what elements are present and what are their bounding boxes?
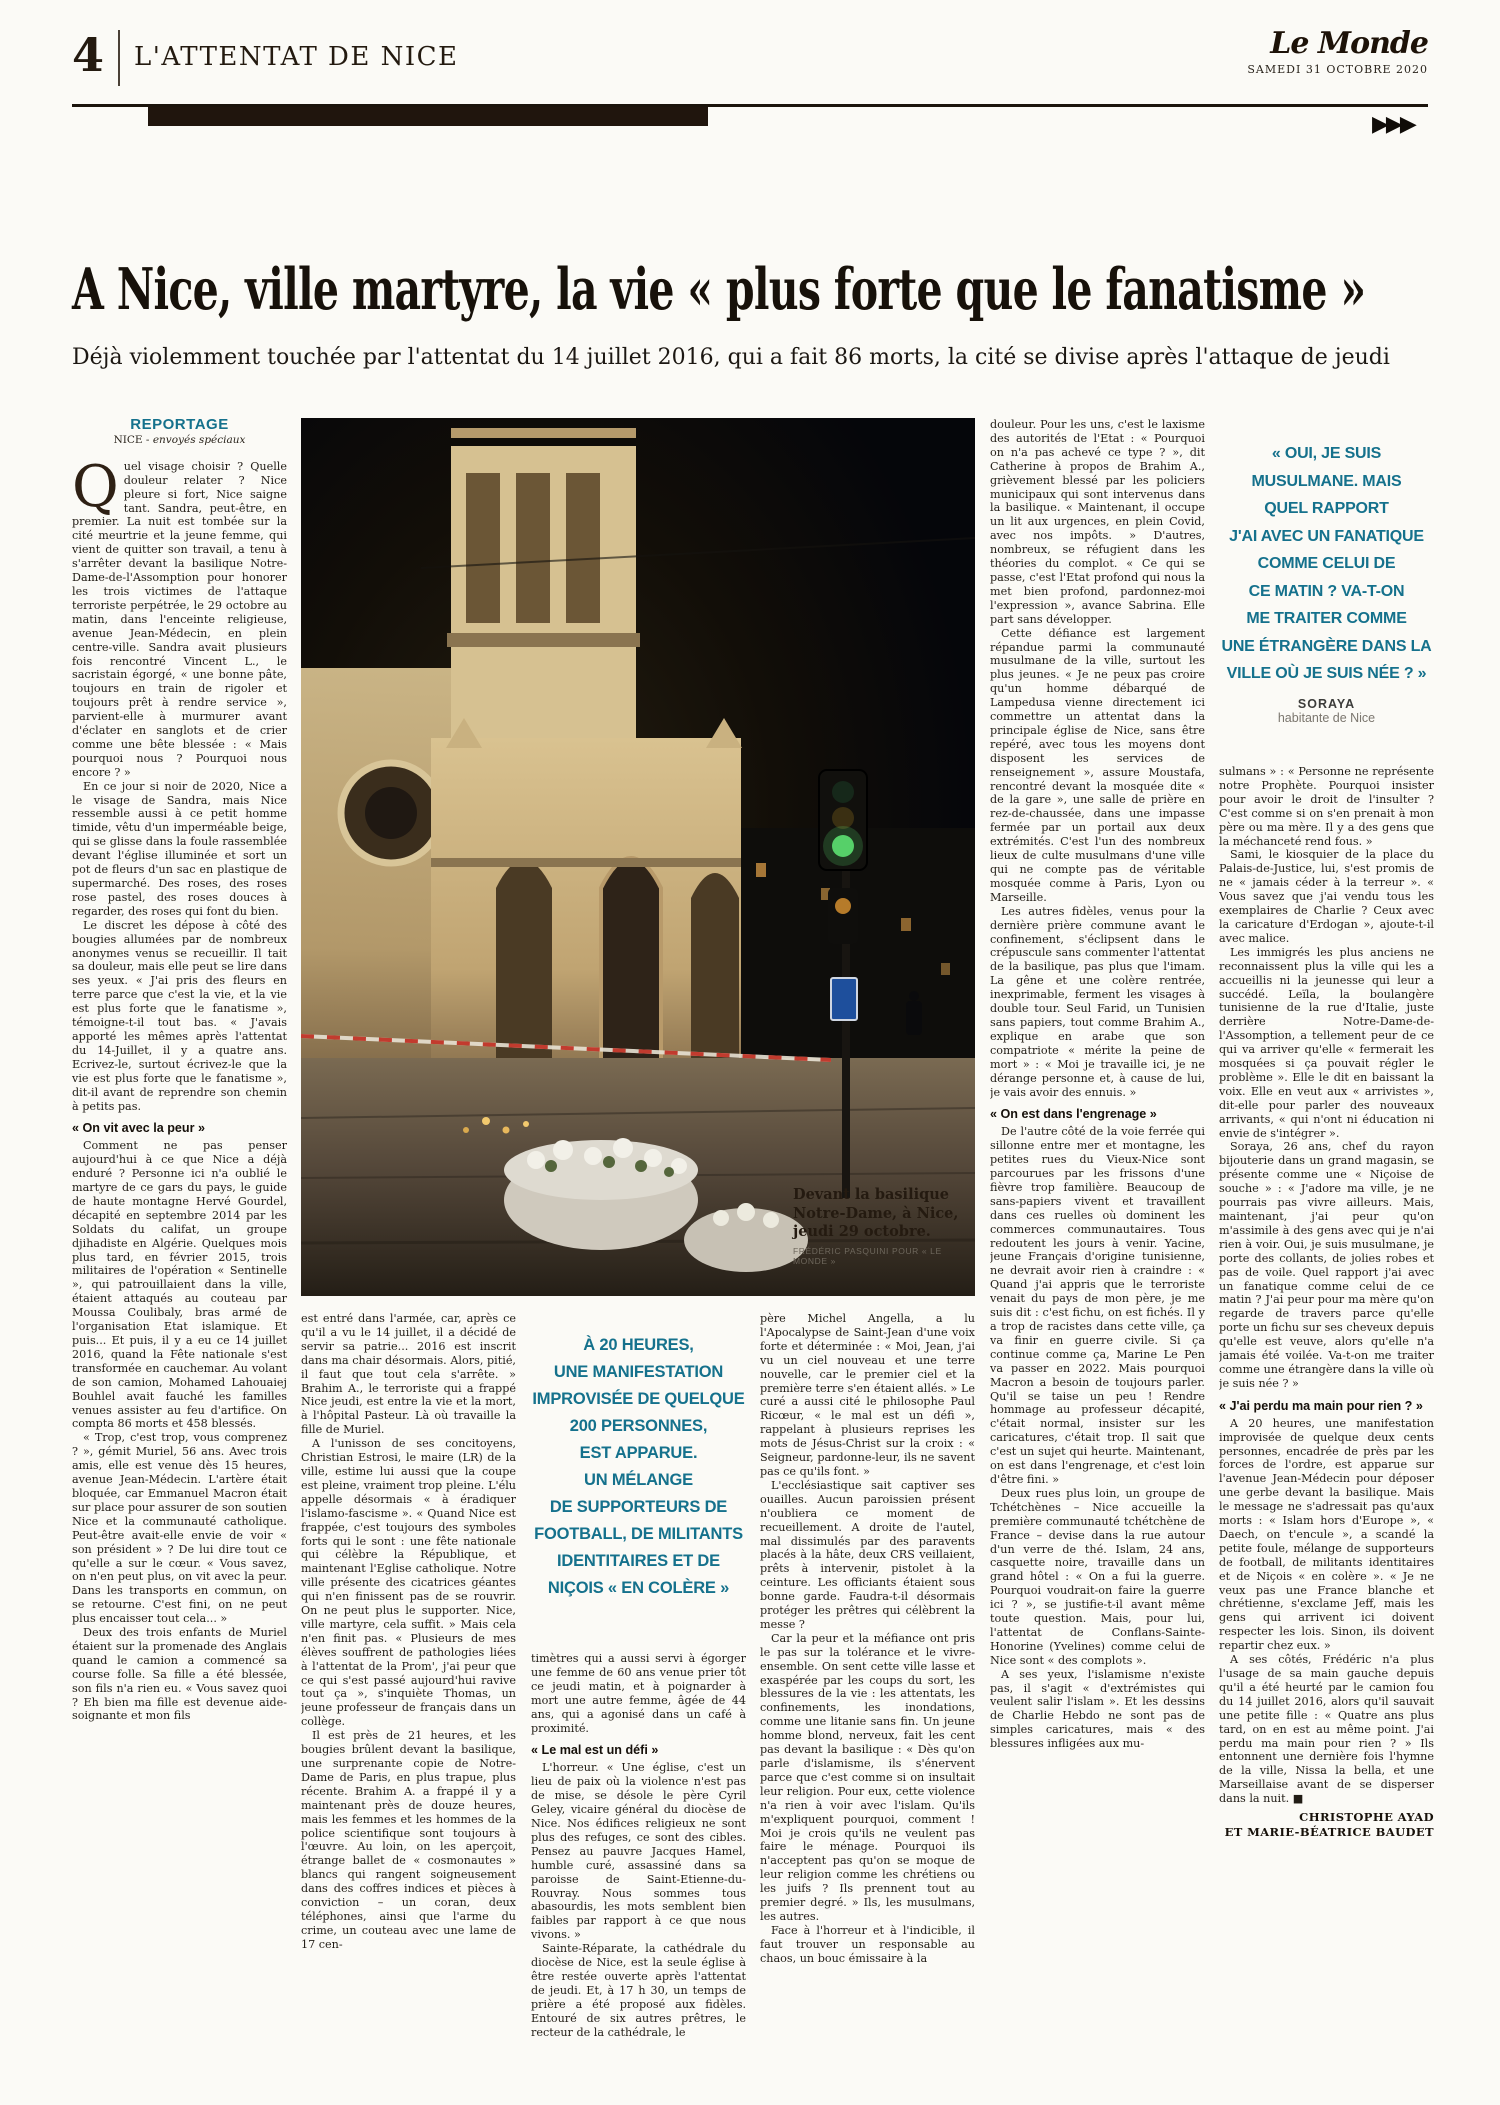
body-paragraph: Face à l'horreur et à l'indicible, il faut trouver un responsable au chaos, un bouc émissaire à la bbox=[760, 1923, 975, 1965]
body-paragraph: timètres qui a aussi servi à égorger une femme de 60 ans venue prier tôt ce jeudi matin, et à poignarder à mort une autre femme, âgée de 44 ans, qui a agonisé dans un café à proximité. bbox=[531, 1652, 746, 1735]
pull-quote bbox=[1219, 418, 1434, 765]
body-paragraph: douleur. Pour les uns, c'est le laxisme des autorités de l'Etat : « Pourquoi on n'a pas achevé ce type ? », dit Catherine à propos de Brahim A., grièvement blessé par les policiers municipaux qui sont intervenus dans la basilique. « Maintenant, il occupe un lit aux urgences, en plein Covid, avec nos impôts. » D'autres, nombreux, se réfugient dans les théories du complot. « Ce qui se passe, c'est l'Etat profond qui nous la met bien profond, pardonnez-moi l'expression », avance Sabrina. Elle part sans développer. bbox=[990, 418, 1205, 626]
photo-credit: FRÉDÉRIC PASQUINI POUR « LE MONDE » bbox=[793, 1246, 942, 1266]
drop-cap: Q bbox=[72, 453, 119, 520]
body-paragraph: A 20 heures, une manifestation improvisée de quelque deux cents personnes, encadrée de près par les forces de l'ordre, est apparue sur l'avenue Jean-Médecin pour déposer une gerbe devant la basilique. Mais le message ne s'adressait pas qu'aux morts : « Islam hors d'Europe », « Daech, on t'encule », a scandé la petite foule, mélange de supporteurs de football, de militants identitaires et de Niçois « en colère ». « Je ne veux pas une France blanche et chrétienne, s'exclame Jeff, mais les gens qui arrivent ici doivent respecter les lois. Sinon, ils doivent repartir chez eux. » bbox=[1219, 1416, 1434, 1653]
pull-quote-role: habitante de Nice bbox=[1277, 711, 1376, 726]
body-subhead: « On est dans l'engrenage » bbox=[990, 1107, 1157, 1122]
body-paragraph: Les immigrés les plus anciens ne reconnaissent plus la ville qui les a accueillis ni la jeunesse qui leur a succédé. Leïla, la boulangère tunisienne de la rue d'Italie, juste derrière Notre-Dame-de-l'Assomption, a tellement peur de ce qui va arriver qu'elle « fermerait les mosquées si ça pouvait régler le problème ». Elle le dit en baissant la voix. Elle en veut aux « arrivistes », dit-elle pour parler des nouveaux arrivants, « qui n'ont ni éducation ni envie de s'intégrer ». bbox=[1219, 945, 1434, 1140]
photo-caption: Devant la basilique Notre-Dame, à Nice, jeudi 29 octobre. bbox=[793, 1186, 959, 1240]
body-paragraph: Soraya, 26 ans, chef du rayon bijouterie dans un grand magasin, se présente comme une « Niçoise de souche » : « J'adore ma ville, je ne pourrais pas vivre ailleurs. Mais, maintenant, j'ai peur qu'on m'assimile à des gens avec qui je n'ai rien à voir. Oui, je suis musulmane, je porte des collants, de jolies robes et pas de voile. Quel rapport j'ai avec un fanatique comme celui de ce matin ? J'ai peur pour ma mère qu'on regarde de travers parce qu'elle porte un fichu sur ses cheveux depuis qu'elle est veuve, alors qu'elle n'a jamais été voilée. Va-t-on me traiter comme une étrangère dans la ville où je suis née ? » bbox=[1219, 1140, 1434, 1390]
column-3-text bbox=[531, 1652, 746, 2039]
body-subhead: « J'ai perdu ma main pour rien ? » bbox=[1219, 1398, 1423, 1413]
page-number: 4 bbox=[72, 28, 105, 82]
column-6-text bbox=[1219, 765, 1434, 1806]
body-paragraph: A l'unisson de ses concitoyens, Christian Estrosi, le maire (LR) de la ville, estime lui aussi que la coupe est pleine, vraiment trop pleine. L'élu appelle désormais « à éradiquer l'islamo-fascisme ». « Quand Nice est frappée, c'est toujours des symboles forts qui le sont : une fête nationale qui célèbre la République, et maintenant l'Eglise catholique. Notre ville présente des cicatrices géantes qui n'en finissent pas de se rouvrir. On ne peut plus le supporter. Nice, ville martyre, cela suffit. » Mais cela n'en finit pas. « Plusieurs de mes élèves souffrent de pathologies liées à l'attentat de la Prom', j'ai peur que ce qui s'est passé aujourd'hui ravive tout ça », s'inquiète Thomas, un jeune professeur de français dans un collège. bbox=[301, 1437, 516, 1729]
kicker-subline bbox=[72, 434, 287, 448]
column-6 bbox=[1219, 418, 1434, 2105]
body-paragraph: Deux des trois enfants de Muriel étaient sur la promenade des Anglais quand le camion a commencé sa course folle. Sa fille a été blessée, son fils n'a rien eu. « Vous savez quoi ? Eh bien ma fille est devenue aide-soignante et mon fils bbox=[72, 1626, 287, 1723]
basilica-photo bbox=[301, 418, 975, 1296]
body-paragraph: L'ecclésiastique sait captiver ses ouailles. Aucun paroissien présent n'oubliera ce moment de recueillement. A droite de l'autel, mal dissimulés par des paravents placés à la hâte, deux CRS veillaient, prêts à intervenir, pistolet à la ceinture. Les officiants étaient sous bonne garde. Faudra-t-il désormais protéger les prêtres qui célèbrent la messe ? bbox=[760, 1478, 975, 1631]
kicker-location: NICE - bbox=[113, 433, 150, 446]
column-2-text bbox=[301, 1312, 516, 1952]
body-subhead: « On vit avec la peur » bbox=[72, 1121, 205, 1136]
body-paragraph: Deux rues plus loin, un groupe de Tchétchènes – Nice accueille la première communauté tchétchène de France – devise dans la rue autour d'un verre de thé. Islam, 24 ans, casquette noire, travaille dans un grand hôtel : « On a fui la guerre. Pourquoi voudrait-on faire la guerre ici ? », se justifie-t-il avant même toute question. Mais, pour lui, l'attentat de Conflans-Sainte-Honorine (Yvelines) comme celui de Nice sont « des complots ». bbox=[990, 1486, 1205, 1667]
pull-quote-author: SORAYA bbox=[1297, 696, 1356, 711]
column-5 bbox=[990, 418, 1205, 2105]
kicker bbox=[72, 418, 287, 448]
body-subhead: « Le mal est un défi » bbox=[531, 1743, 659, 1758]
kicker-label: REPORTAGE bbox=[130, 418, 229, 433]
header-divider bbox=[118, 30, 120, 86]
body-paragraph: A ses côtés, Frédéric n'a plus l'usage de sa main gauche depuis qu'il a été heurté par le camion fou du 14 juillet 2016, alors qu'il sauvait une petite fille : « Quatre ans plus tard, on en est au même point. J'ai perdu ma main pour rien ? » Ils entonnent une dernière fois l'hymne de la ville, Nissa la bella, et une Marseillaise avant de se disperser dans la nuit. ■ bbox=[1219, 1653, 1434, 1806]
section-title: L'ATTENTAT DE NICE bbox=[134, 42, 459, 72]
column-1-text bbox=[72, 453, 287, 1724]
body-paragraph: « Trop, c'est trop, vous comprenez ? », gémit Muriel, 56 ans. Avec trois amis, elle est venue dès 15 heures, avenue Jean-Médecin. L'artère était bloquée, car Emmanuel Macron était sur place pour assurer de son soutien Nice et la communauté catholique. Peut-être avait-elle envie de voir « son président » ? De lui dire tout ce qu'elle a sur le cœur. « Vous savez, on n'en peut plus, on vit avec la peur. Dans les transports en commun, on se retourne. C'est fini, on ne peut plus encaisser tout cela... » bbox=[72, 1431, 287, 1626]
article-deck: Déjà violemment touchée par l'attentat du 14 juillet 2016, qui a fait 86 morts, la cité se divise après l'attaque de jeudi bbox=[72, 345, 1390, 370]
column-5-text bbox=[990, 418, 1205, 1751]
body-paragraph: Sainte-Réparate, la cathédrale du diocèse de Nice, est la seule église à être restée ouverte après l'attentat de jeudi. Et, à 17 h 30, un temps de prière a été proposé aux fidèles. Entouré de six autres prêtres, le recteur de la cathédrale, le bbox=[531, 1942, 746, 2039]
body-paragraph: Quel visage choisir ? Quelle douleur relater ? Nice pleure si fort, Nice saigne tant. Sandra, peut-être, en premier. La nuit est tombée sur la cité meurtrie et la jeune femme, qui vient de quitter son travail, a tenu à s'arrêter devant la basilique Notre-Dame-de-l'Assomption pour honorer les trois victimes de l'attaque terroriste perpétrée, le 29 octobre au matin, dans l'enceinte religieuse, avenue Jean-Médecin, en plein centre-ville. Sandra avait plusieurs fois rencontré Vincent L., le sacristain égorgé, « une bonne pâte, toujours en train de rigoler et toujours prêt à rendre service », parvient-elle à murmurer avant d'éclater en sanglots et de crier comme une bête blessée : « Mais pourquoi nous ? Pourquoi nous encore ? » bbox=[72, 453, 287, 779]
body-paragraph: Sami, le kiosquier de la place du Palais-de-Justice, lui, s'est promis de ne « jamais céder à la terreur ». « Vous savez que j'ai vendu tous les exemplaires de Charlie ? Ceux avec la caricature d'Erdogan », ajoute-t-il avec malice. bbox=[1219, 848, 1434, 945]
body-paragraph: De l'autre côté de la voie ferrée qui sillonne entre mer et montagne, les petites rues du Vieux-Nice sont parcourues par les frissons d'une fièvre trop familière. Beaucoup de sans-papiers vivent et travaillent dans ces ruelles où dominent les commerces communautaires. Tous redoutent les jours à venir. Yacine, jeune Français d'origine tunisienne, ne devrait avoir rien à craindre : « Quand j'ai appris que le terroriste venait du pays de mon père, je me suis dit : c'est fichu, on est fichés. Il y a trop de racistes dans cette ville, ça va finir en guerre civile. Si ça continue comme ça, Marine Le Pen va passer en 2022. Mais pourquoi Macron a besoin de toujours parler. Qu'il se taise un peu ! Rendre hommage au professeur décapité, c'était normal, insister sur les caricatures, c'était trop. Il sait que c'est un sujet qui heurte. Maintenant, on est dans l'engrenage, et c'est loin d'être fini. » bbox=[990, 1125, 1205, 1486]
body-paragraph: Comment ne pas penser aujourd'hui à ce que Nice a déjà enduré ? Personne ici n'a oublié le martyre de ce gars du pays, le guide de haute montagne Hervé Gourdel, décapité en septembre 2014 par les Soldats du califat, un groupe djihadiste en Algérie. Quelques mois plus tard, en février 2015, trois militaires de l'opération « Sentinelle », qui patrouillaient dans la ville, étaient attaqués au couteau par Moussa Coulibaly, bras armé de l'organisation Etat islamique. Et puis... Et puis, il y a eu ce 14 juillet 2016, quand la Fête nationale s'est transformée en cauchemar. Au volant de son camion, Mohamed Lahouaiej Bouhlel avait fauché les familles venues assister au feu d'artifice. On compta 86 morts et 458 blessés. bbox=[72, 1139, 287, 1431]
continuation-arrows-icon: ▶▶▶ bbox=[1372, 112, 1414, 137]
body-paragraph: A ses yeux, l'islamisme n'existe pas, il s'agit « d'extrémistes qui veulent salir l'islam ». Et les dessins de Charlie Hebdo ne sont pas de simples caricatures, mais « des blessures infligées aux mu- bbox=[990, 1667, 1205, 1751]
byline-signature: CHRISTOPHE AYAD ET MARIE-BÉATRICE BAUDET bbox=[1224, 1810, 1434, 1840]
body-paragraph: Les autres fidèles, venus pour la dernière prière commune avant le confinement, s'éclipsent dans le crépuscule sans commenter l'attentat de la basilique, pas plus que l'imam. La gêne et une colère rentrée, inexprimable, ferment les visages à double tour. Seul Farid, un Tunisien sans papiers, tout comme Brahim A., explique en arabe que son compatriote « mérite la peine de mort » : « Moi je travaille ici, je ne dérange personne et, à cause de lui, je vais avoir des ennuis. » bbox=[990, 904, 1205, 1099]
body-paragraph: est entré dans l'armée, car, après ce qu'il a vu le 14 juillet, il a décidé de servir sa patrie... 2016 est inscrit dans ma chair désormais. Alors, pitié, il faut que tout cela s'arrête. » Brahim A., le terroriste qui a frappé Nice jeudi, est entre la vie et la mort, à l'hôpital Pasteur. Là où travaille la fille de Muriel. bbox=[301, 1312, 516, 1437]
body-paragraph: sulmans » : « Personne ne représente notre Prophète. Pourquoi insister pour avoir le droit de l'insulter ? C'est comme si on s'en prenait à mon père ou ma mère. Il y a des gens que la méchanceté rend fous. » bbox=[1219, 765, 1434, 848]
column-4-text bbox=[760, 1312, 975, 1966]
body-paragraph: père Michel Angella, a lu l'Apocalypse de Saint-Jean d'une voix forte et déterminée : « Moi, Jean, j'ai vu un ciel nouveau et une terre nouvelle, car le premier ciel et la première terre s'en étaient allés. » Le curé a aussi cité le philosophe Paul Ricœur, « le mal est un défi », rappelant à plusieurs reprises les mots de Jésus-Christ sur la croix : « Seigneur, pardonne-leur, ils ne savent pas ce qu'ils font. » bbox=[760, 1312, 975, 1478]
body-paragraph: L'horreur. « Une église, c'est un lieu de paix où la violence n'est pas de mise, se désole le père Cyril Geley, vicaire général du diocèse de Nice. Nos édifices religieux ne sont plus des refuges, ce sont des cibles. Pensez au pauvre Jacques Hamel, humble curé, assassiné dans sa paroisse de Saint-Etienne-du-Rouvray. Nous sommes tous abasourdis, les mots semblent bien faibles par rapport à ce que nous vivons. » bbox=[531, 1761, 746, 1942]
kicker-credit: envoyés spéciaux bbox=[152, 433, 246, 446]
body-paragraph: Cette défiance est largement répandue parmi la communauté musulmane de la ville, surtout les plus jeunes. « Je ne peux pas croire qu'un homme débarqué de Lampedusa vienne directement ici commettre un attentat dans la principale église de Nice, sans être repéré, avec tous les moyens dont disposent les services de renseignement », assure Moustafa, rencontré devant la mosquée dite « de la gare », une salle de prière en rez-de-chaussée, dans une impasse fermée par un portail aux deux extrémités. C'est l'un des nombreux lieux de culte musulmans d'une ville qui ne compte pas de véritable mosquée comme à Paris, Lyon ou Marseille. bbox=[990, 626, 1205, 904]
body-paragraph: Il est près de 21 heures, et les bougies brûlent devant la basilique, une surprenante copie de Notre-Dame de Paris, en plus trapue, plus récente. Brahim A. a frappé il y a maintenant près de douze heures, mais les femmes et les hommes de la police scientifique sont toujours à l'œuvre. Au loin, on les aperçoit, étrange ballet de « cosmonautes » blancs qui rangent soigneusement dans des coffres indices et pièces à conviction – un coran, deux téléphones, ainsi que l'arme du crime, un couteau avec une lame de 17 cen- bbox=[301, 1729, 516, 1951]
header-rule-bar bbox=[148, 107, 708, 126]
masthead bbox=[1247, 26, 1428, 76]
pull-quote-text: « OUI, JE SUIS MUSULMANE. MAIS QUEL RAPPORT J'AI AVEC UN FANATIQUE COMME CELUI DE CE MATIN ? VA-T-ON ME TRAITER COMME UNE ÉTRANGÈRE DANS LA VILLE OÙ JE SUIS NÉE ? » bbox=[1221, 445, 1432, 682]
page-header bbox=[72, 26, 1428, 98]
body-paragraph: En ce jour si noir de 2020, Nice a le visage de Sandra, mais Nice ressemble aussi à ce petit homme timide, vêtu d'un imperméable beige, qui se glisse dans la foule rassemblée devant l'église illuminée et sort un pot de fleurs d'un sac en plastique de supermarché. Des roses, des roses rose pastel, des roses douces à regarder, des roses qui font du bien. bbox=[72, 779, 287, 918]
edition-date: SAMEDI 31 OCTOBRE 2020 bbox=[1247, 63, 1428, 76]
column-1 bbox=[72, 418, 287, 2105]
column-3 bbox=[531, 1312, 746, 2105]
body-paragraph: Car la peur et la méfiance ont pris le pas sur la tolérance et le vivre-ensemble. On sent cette ville lasse et exaspérée par les coups du sort, les blessures de la vie : les attentats, les confinements, les inondations, comme une litanie sans fin. Un jeune homme blond, nerveux, fait les cent pas devant la basilique : « Dès qu'on parle d'islamisme, ils s'énervent parce que c'est comme si on insultait leur religion. Pour eux, cette violence n'a rien à voir avec l'islam. Qu'ils m'expliquent pourquoi, comment ! Moi je crois qu'ils ne veulent pas faire le ménage. Pourquoi ils n'acceptent pas qu'on se moque de leur religion comme les chrétiens ou les juifs ? Ils prennent tout au premier degré. » Ils, les musulmans, les autres. bbox=[760, 1631, 975, 1923]
pull-text-manifestation: À 20 HEURES, UNE MANIFESTATION IMPROVISÉE DE QUELQUE 200 PERSONNES, EST APPARUE. UN MÉLANGE DE SUPPORTEURS DE FOOTBALL, DE MILITANTS IDENTITAIRES ET DE NIÇOIS « EN COLÈRE » bbox=[532, 1336, 745, 1597]
article-headline: A Nice, ville martyre, la vie « plus forte que le fanatisme » bbox=[72, 256, 1366, 323]
column-4 bbox=[760, 1312, 975, 2105]
column-2 bbox=[301, 1312, 516, 2105]
body-paragraph: Le discret les dépose à côté des bougies allumées par de nombreux anonymes venus se recueillir. Il tait sa douleur, mais elle peut se lire dans ses yeux. « J'ai pris des fleurs en terre parce que c'est la vie, et la vie est plus forte que le fanatisme », témoigne-t-il tout bas. « J'avais apporté les mêmes après l'attentat du 14-Juillet, il y a quatre ans. Ecrivez-le, surtout écrivez-le que la vie est plus forte que le fanatisme », dit-il avant de reprendre son chemin à petits pas. bbox=[72, 918, 287, 1113]
basilica-photo-art bbox=[301, 418, 975, 1296]
lemonde-logo: Le Monde bbox=[1270, 26, 1428, 61]
